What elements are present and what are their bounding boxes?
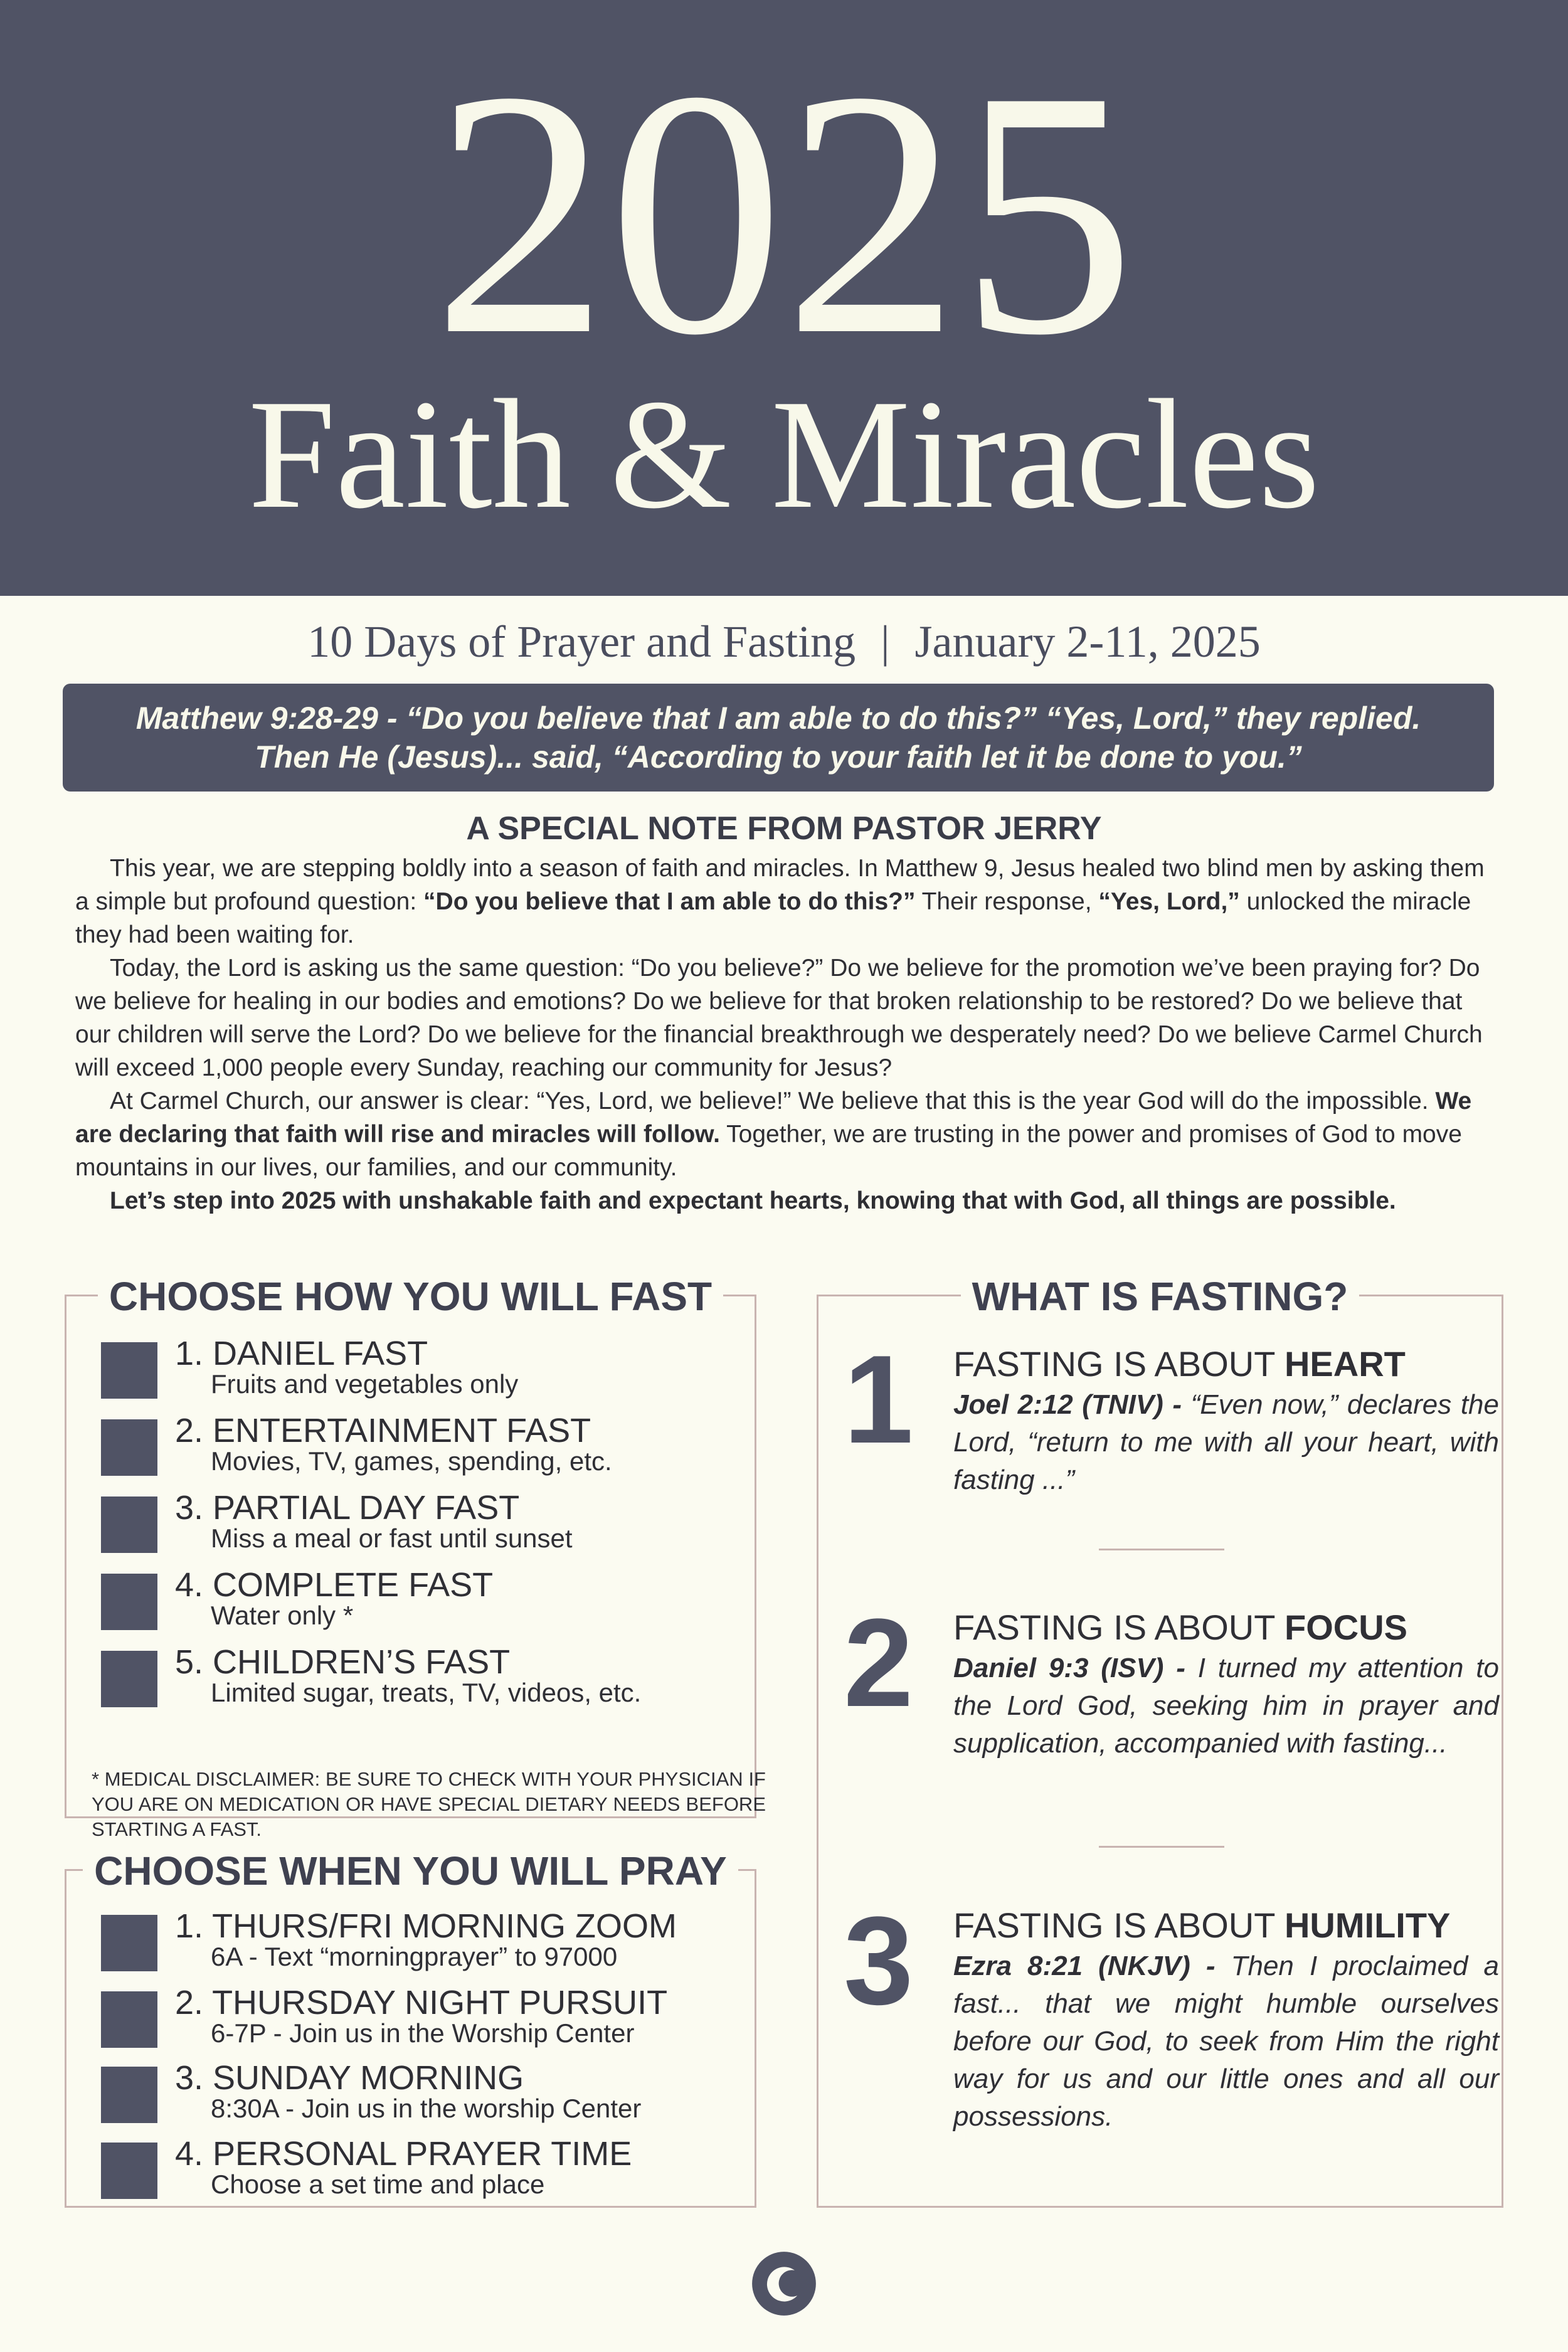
checkbox[interactable]: [101, 1991, 157, 2048]
checkbox[interactable]: [101, 1342, 157, 1399]
checkbox[interactable]: [101, 1496, 157, 1553]
note-paragraph-4: Let’s step into 2025 with unshakable faith and expectant hearts, knowing that with God, all things are possible.: [110, 1187, 1396, 1214]
checkbox[interactable]: [101, 1419, 157, 1476]
subtitle-separator: |: [881, 617, 890, 667]
point-number: 1: [844, 1330, 914, 1470]
what-box-title: WHAT IS FASTING?: [961, 1274, 1360, 1319]
scripture-line-1: Matthew 9:28-29 - “Do you believe that I am able to do this?” “Yes, Lord,” they replied.: [135, 701, 1421, 736]
fast-options-box: CHOOSE HOW YOU WILL FAST 1. DANIEL FAST Fruits and vegetables only 2. ENTERTAINMENT FAST Movies, TV, games, spending, etc. 3. PARTIAL DAY FAST Miss a meal or fast until sunset 4. COMPLETE FAST Water only * 5. CHILDREN’S FAST Limited sugar, treats, TV, videos, etc. * MEDICAL DISCLAIMER: BE SURE TO CHECK WITH YOUR PHYSICIAN IF YOU ARE ON MEDICATION OR HAVE SPECIAL DIETARY NEEDS BEFORE STARTING A FAST.: [65, 1295, 756, 1818]
note-paragraph-3: At Carmel Church, our answer is clear: “Yes, Lord, we believe!” We believe that this is the year God will do the impossible. We are declaring that faith will rise and miracles will follow. Together, we are trusting in the power and promises of God to move mountains in our lives, our families, and our community.: [75, 1088, 1472, 1181]
year-title: 2025: [433, 19, 1135, 408]
event-subtitle: [0, 612, 1568, 672]
prayer-box-title: CHOOSE WHEN YOU WILL PRAY: [83, 1848, 738, 1894]
pastor-note: [75, 852, 1493, 1217]
medical-disclaimer: * MEDICAL DISCLAIMER: BE SURE TO CHECK WITH YOUR PHYSICIAN IF YOU ARE ON MEDICATION OR HAVE SPECIAL DIETARY NEEDS BEFORE STARTING A FAST.: [92, 1768, 766, 1840]
checkbox[interactable]: [101, 1651, 157, 1707]
divider: [1099, 1846, 1224, 1848]
point-number: 3: [844, 1891, 914, 2031]
header-banner: [0, 0, 1568, 596]
church-logo-icon: [751, 2250, 817, 2317]
note-paragraph-2: Today, the Lord is asking us the same question: “Do you believe?” Do we believe for the promotion we’ve been praying for? Do we believe for healing in our bodies and emotions? Do we believe for that broken relationship to be restored? Do we believe that our children will serve the Lord? Do we believe for the financial breakthrough we desperately need? Do we believe Carmel Church will exceed 1,000 people every Sunday, reaching our community for Jesus?: [75, 955, 1483, 1081]
point-heading: FASTING IS ABOUT HUMILITY: [953, 1905, 1451, 1945]
event-dates: January 2-11, 2025: [914, 617, 1261, 667]
note-title: A SPECIAL NOTE FROM PASTOR JERRY: [466, 810, 1102, 847]
fast-box-title: CHOOSE HOW YOU WILL FAST: [98, 1274, 723, 1319]
scripture-line-2: Then He (Jesus)... said, “According to your faith let it be done to you.”: [255, 739, 1302, 775]
divider: [1099, 1549, 1224, 1550]
checkbox[interactable]: [101, 1574, 157, 1630]
prayer-options-box: CHOOSE WHEN YOU WILL PRAY 1. THURS/FRI MORNING ZOOM 6A - Text “morningprayer” to 97000 2. THURSDAY NIGHT PURSUIT 6-7P - Join us in the Worship Center 3. SUNDAY MORNING 8:30A - Join us in the worship Center 4. PERSONAL PRAYER TIME Choose a set time and place: [65, 1869, 756, 2208]
point-heading: FASTING IS ABOUT FOCUS: [953, 1608, 1407, 1647]
event-name: 10 Days of Prayer and Fasting: [307, 617, 856, 667]
point-heading: FASTING IS ABOUT HEART: [953, 1344, 1406, 1384]
what-is-fasting-box: [817, 1274, 1503, 2208]
checkbox[interactable]: [101, 1915, 157, 1971]
point-scripture: Daniel 9:3 (ISV) - I turned my attention to the Lord God, seeking him in prayer and supplication, accompanied with fasting...: [953, 1653, 1500, 1759]
note-paragraph-1: This year, we are stepping boldly into a season of faith and miracles. In Matthew 9, Jesus healed two blind men by asking them a simple but profound question: “Do you believe that I am able to do this?” Their response, “Yes, Lord,” unlocked the miracle they had been waiting for.: [75, 855, 1485, 948]
scripture-banner: [63, 684, 1494, 792]
point-scripture: Ezra 8:21 (NKJV) - Then I proclaimed a fast... that we might humble ourselves before our God, to seek from Him the right way for us and our little ones and all our possessions.: [953, 1951, 1499, 2132]
point-scripture: Joel 2:12 (TNIV) - “Even now,” declares the Lord, “return to me with all your heart, with fasting ...”: [953, 1389, 1500, 1495]
checkbox[interactable]: [101, 2143, 157, 2199]
point-number: 2: [844, 1593, 914, 1733]
theme-title: Faith & Miracles: [248, 368, 1320, 541]
checkbox[interactable]: [101, 2067, 157, 2123]
